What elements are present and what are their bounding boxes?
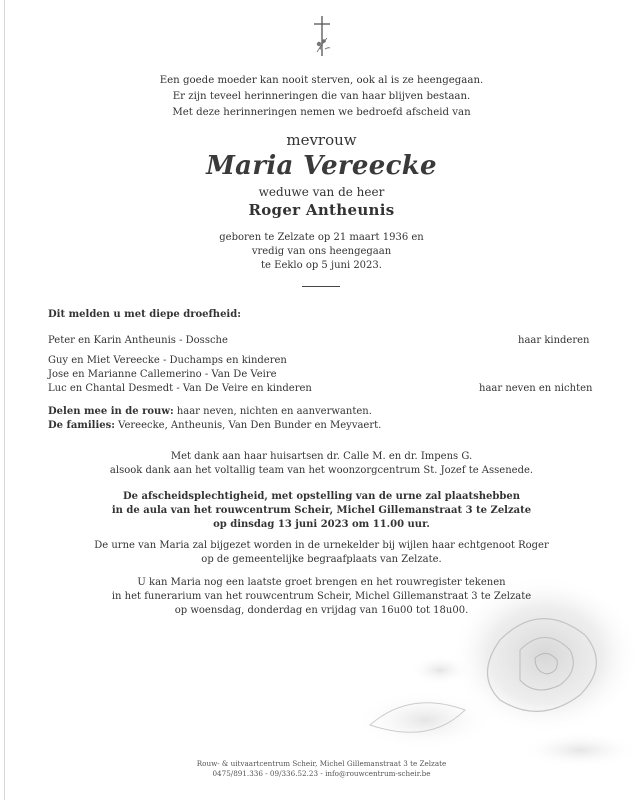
share-label: Delen mee in de rouw: xyxy=(48,406,174,417)
ceremony-paragraph xyxy=(0,490,643,532)
relative-line: Jose en Marianne Callemerino - Van De Veire xyxy=(48,369,277,380)
urn-line: op de gemeentelijke begraafplaats van Zelzate. xyxy=(201,554,442,565)
children-names: Peter en Karin Antheunis - Dossche xyxy=(48,335,228,346)
mourning-heading: Dit melden u met diepe droefheid: xyxy=(48,309,241,320)
footer-line: Rouw- & uitvaartcentrum Scheir, Michel Gillemanstraat 3 te Zelzate xyxy=(196,759,447,768)
urn-line: De urne van Maria zal bijgezet worden in de urnekelder bij wijlen haar echtgenoot Roger xyxy=(94,540,549,551)
thanks-line: alsook dank aan het voltallig team van het woonzorgcentrum St. Jozef te Assenede. xyxy=(109,465,534,476)
intro-line: Er zijn teveel herinneringen die van haar blijven bestaan. xyxy=(172,91,471,102)
husband-name: Roger Antheunis xyxy=(248,201,395,219)
share-mourning xyxy=(48,406,372,417)
footer-line: 0475/891.336 - 09/336.52.23 - info@rouwcentrum-scheir.be xyxy=(212,769,431,778)
intro-line: Een goede moeder kan nooit sterven, ook al is ze heengegaan. xyxy=(159,75,484,86)
birth-line: geboren te Zelzate op 21 maart 1936 en xyxy=(219,232,424,243)
birth-line: te Eeklo op 5 juni 2023. xyxy=(261,260,382,271)
ceremony-line: in de aula van het rouwcentrum Scheir, Michel Gillemanstraat 3 te Zelzate xyxy=(111,505,532,516)
intro-line: Met deze herinneringen nemen we bedroefd afscheid van xyxy=(172,107,471,118)
visit-paragraph xyxy=(0,576,643,618)
thanks-paragraph xyxy=(0,450,643,478)
thanks-line: Met dank aan haar huisartsen dr. Calle M. en dr. Impens G. xyxy=(170,451,473,462)
share-text: haar neven, nichten en aanverwanten. xyxy=(173,406,372,417)
widow-line: weduwe van de heer xyxy=(258,185,385,199)
funeral-home-footer xyxy=(0,759,643,779)
visit-line: op woensdag, donderdag en vrijdag van 16u00 tot 18u00. xyxy=(174,605,469,616)
birth-line: vredig van ons heengegaan xyxy=(251,246,392,257)
relative-line: Luc en Chantal Desmedt - Van De Veire en kinderen xyxy=(48,383,312,394)
relative-line: Guy en Miet Vereecke - Duchamps en kinderen xyxy=(48,355,287,366)
birth-death-info xyxy=(0,231,643,273)
divider xyxy=(302,286,340,287)
families-text: Vereecke, Antheunis, Van Den Bunder en Meyvaert. xyxy=(114,420,382,431)
visit-line: in het funerarium van het rouwcentrum Scheir, Michel Gillemanstraat 3 te Zelzate xyxy=(111,591,532,602)
children-relation: haar kinderen xyxy=(518,335,590,346)
ceremony-line: De afscheidsplechtigheid, met opstelling van de urne zal plaatshebben xyxy=(122,491,521,502)
families xyxy=(48,420,381,431)
visit-line: U kan Maria nog een laatste groet brengen en het rouwregister tekenen xyxy=(137,577,506,588)
families-label: De families: xyxy=(48,420,115,431)
deceased-name: Maria Vereecke xyxy=(206,151,437,181)
ceremony-line: op dinsdag 13 juni 2023 om 11.00 uur. xyxy=(213,519,430,530)
relatives-relation: haar neven en nichten xyxy=(479,383,593,394)
title-mevrouw: mevrouw xyxy=(286,131,357,149)
cross-icon xyxy=(309,14,335,58)
intro-verse xyxy=(0,73,643,121)
